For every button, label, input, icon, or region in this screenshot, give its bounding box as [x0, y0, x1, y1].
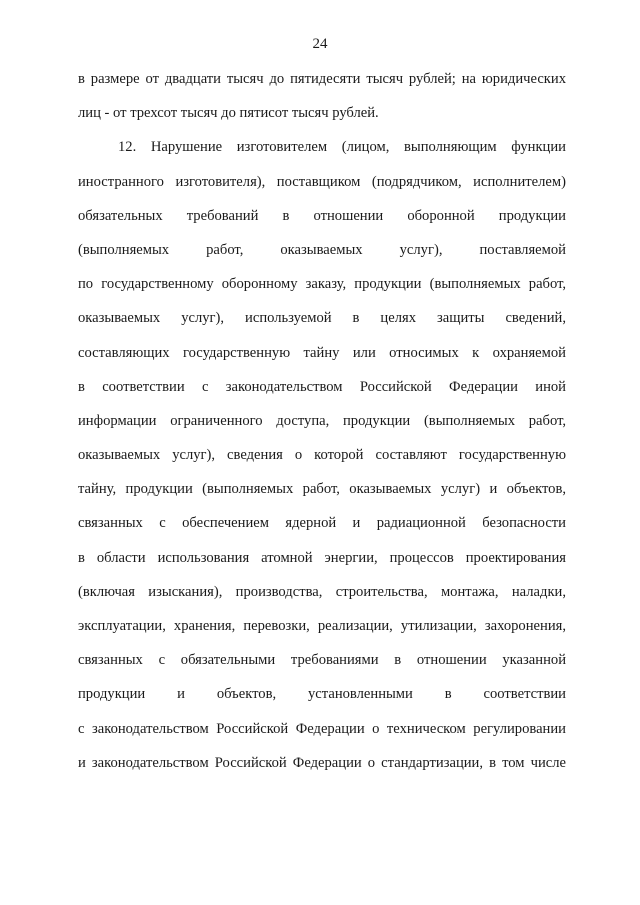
paragraph-12-first-line: 12. Нарушение изготовителем (лицом, выполняющим функции: [118, 139, 566, 156]
text-line: (выполняемых работ, оказываемых услуг), поставляемой: [78, 241, 566, 258]
text-line: в соответствии с законодательством Российской Федерации иной: [78, 378, 566, 395]
text-line: в размере от двадцати тысяч до пятидесяти тысяч рублей; на юридических: [78, 71, 566, 87]
text-line: информации ограниченного доступа, продукции (выполняемых работ,: [78, 412, 566, 429]
text-line: с законодательством Российской Федерации о техническом регулировании: [78, 720, 566, 737]
page-number: 24: [312, 36, 328, 52]
text-line: продукции и объектов, установленными в соответствии: [78, 686, 566, 703]
text-line: и законодательством Российской Федерации о стандартизации, в том числе: [78, 754, 566, 771]
text-line: обязательных требований в отношении оборонной продукции: [78, 207, 566, 224]
document-body: [78, 62, 566, 780]
text-line: оказываемых услуг), сведения о которой составляют государственную: [78, 447, 566, 464]
text-line: связанных с обеспечением ядерной и радиационной безопасности: [78, 515, 566, 532]
text-line: в области использования атомной энергии, процессов проектирования: [78, 549, 566, 566]
text-line: составляющих государственную тайну или относимых к охраняемой: [78, 344, 566, 361]
text-line: связанных с обязательными требованиями в отношении указанной: [78, 652, 566, 669]
text-line: лиц - от трехсот тысяч до пятисот тысяч рублей.: [78, 105, 379, 122]
text-line: эксплуатации, хранения, перевозки, реализации, утилизации, захоронения,: [78, 618, 566, 634]
text-line: (включая изыскания), производства, строительства, монтажа, наладки,: [78, 583, 566, 600]
text-line: оказываемых услуг), используемой в целях защиты сведений,: [78, 310, 566, 327]
text-line: иностранного изготовителя), поставщиком (подрядчиком, исполнителем): [78, 173, 566, 190]
text-line: по государственному оборонному заказу, продукции (выполняемых работ,: [78, 276, 566, 293]
text-line: тайну, продукции (выполняемых работ, оказываемых услуг) и объектов,: [78, 481, 566, 498]
